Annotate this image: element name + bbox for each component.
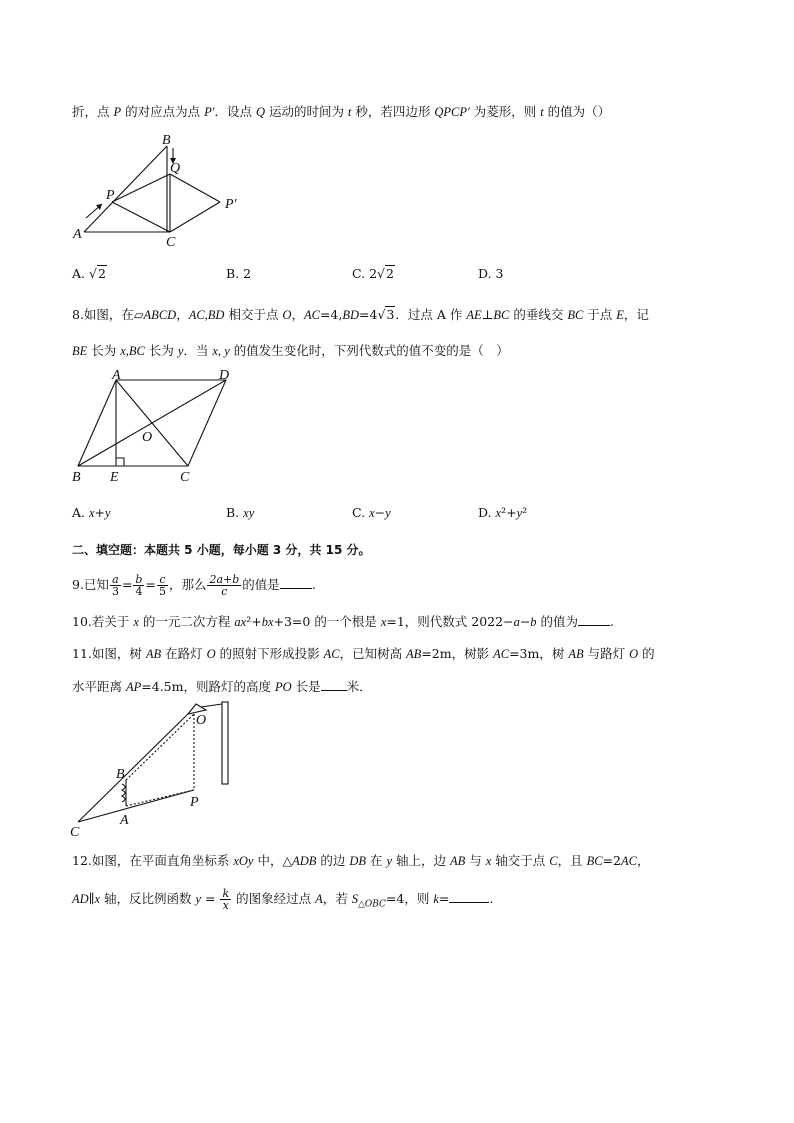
q8-option-d: D. x²+y²	[478, 505, 528, 520]
q12-line2: AD∥x 轴，反比例函数 y = $\frac{k}{x}$ 的图象经过点 A，若 $S_{\triangle OBC}=4$，则 k= .	[72, 887, 494, 912]
q11-label-b: B	[116, 767, 125, 782]
q7-option-d: D. 3	[478, 266, 504, 281]
q8-figure	[70, 368, 250, 486]
q7-label-a: A	[73, 227, 82, 242]
q8-label-b: B	[72, 470, 81, 485]
q9-text: 9.已知 $\frac{a}{3}$ = $\frac{b}{4}$ = $\frac{c}{5}$ ，那么 $\frac{2a+b}{c}$ 的值是 .	[72, 573, 316, 598]
q8-stem-line2: BE 长为 x,BC 长为 y．当 x, y 的值发生变化时，下列代数式的值不变的是（ ）	[72, 343, 509, 358]
q8-label-e: E	[110, 470, 119, 485]
q12-line1: 12.如图，在平面直角坐标系 xOy 中，△ADB 的边 DB 在 y 轴上，边 AB 与 x 轴交于点 C，且 BC=2AC，	[72, 853, 650, 868]
q8-option-a: A. x+y	[72, 505, 111, 520]
q7-label-c: C	[166, 235, 176, 250]
q11-line1: 11.如图，树 AB 在路灯 O 的照射下形成投影 AC，已知树高 AB=2m，树影 AC=3m，树 AB 与路灯 O 的	[72, 646, 655, 661]
q11-label-o: O	[196, 713, 207, 728]
q7-option-c: C. 2√2	[352, 266, 394, 281]
q7-stem: 折，点 P 的对应点为点 P′．设点 Q 运动的时间为 t 秒，若四边形 QPCP′ 为菱形，则 t 的值为（）	[72, 104, 611, 119]
q7-label-b: B	[162, 133, 171, 148]
q8-label-d: D	[219, 368, 230, 383]
q7-label-p-prime: P′	[225, 197, 237, 212]
q11-label-c: C	[70, 825, 80, 840]
q7-label-q: Q	[170, 161, 181, 176]
q8-option-b: B. xy	[226, 505, 255, 520]
q11-label-p: P	[190, 795, 199, 810]
section-2-heading: 二、填空题：本题共 5 小题，每小题 3 分，共 15 分。	[72, 543, 371, 557]
q11-label-a: A	[120, 813, 129, 828]
q11-line2: 水平距离 AP=4.5m，则路灯的高度 PO 长是 米．	[72, 679, 372, 694]
q8-stem-line1: 8.如图，在▱ABCD，AC,BD 相交于点 O，AC=4,BD=4√3．过点 A 作 AE⊥BC 的垂线交 BC 于点 E，记	[72, 307, 649, 322]
q10-text: 10.若关于 x 的一元二次方程 ax²+bx+3=0 的一个根是 x=1，则代数式 2022−a−b 的值为 .	[72, 614, 615, 629]
q8-option-c: C. x−y	[352, 505, 391, 520]
q8-label-c: C	[180, 470, 190, 485]
q11-figure	[70, 700, 240, 840]
q7-option-a: A. √2	[72, 266, 106, 281]
q7-option-b: B. 2	[226, 266, 252, 281]
q8-label-a: A	[112, 368, 121, 383]
q8-label-o: O	[142, 430, 153, 445]
q7-label-p: P	[106, 188, 115, 203]
q7-figure	[70, 132, 250, 252]
